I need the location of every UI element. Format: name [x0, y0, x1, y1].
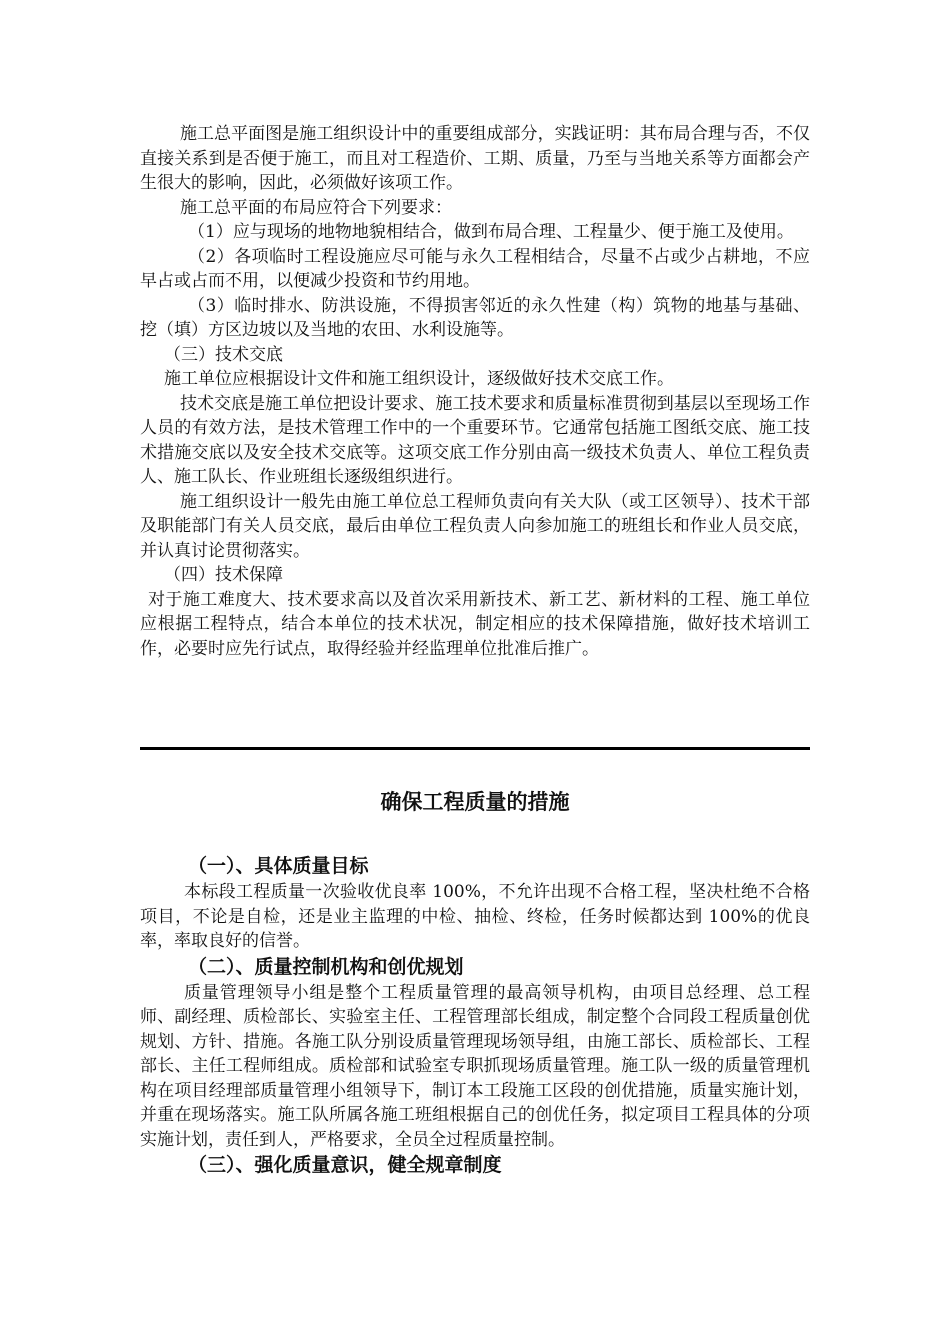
paragraph-technical-guarantee: 对于施工难度大、技术要求高以及首次采用新技术、新工艺、新材料的工程、施工单位应根据工程特点，结合本单位的技术状况，制定相应的技术保障措施，做好技术培训工作，必要时应先行试点，取得经验并经监理单位批准后推广。: [140, 589, 810, 659]
section-divider: [140, 747, 810, 750]
paragraph-disclosure-method: 技术交底是施工单位把设计要求、施工技术要求和质量标准贯彻到基层以至现场工作人员的有效方法，是技术管理工作中的一个重要环节。它通常包括施工图纸交底、施工技术措施交底以及安全技术交底等。这项交底工作分别由高一级技术负责人、单位工程负责人、施工队长、作业班组长逐级组织进行。: [140, 393, 810, 487]
paragraph-site-plan-importance: 施工总平面图是施工组织设计中的重要组成部分，实践证明：其布局合理与否，不仅直接关系到是否便于施工，而且对工程造价、工期、质量，乃至与当地关系等方面都会产生很大的影响，因此，必须做好该项工作。: [140, 124, 810, 193]
heading-quality-goal: （一）、具体质量目标: [188, 855, 369, 877]
paragraph-disclosure-process: 施工组织设计一般先由施工单位总工程师负责向有关大队（或工区领导）、技术干部及职能部门有关人员交底，最后由单位工程负责人向参加施工的班组长和作业人员交底，并认真讨论贯彻落实。: [140, 491, 810, 561]
heading-technical-disclosure: （三）技术交底: [164, 344, 283, 365]
quality-measures-block: [140, 853, 810, 1179]
paragraph-quality-control: 质量管理领导小组是整个工程质量管理的最高领导机构，由项目总经理、总工程师、副经理、质检部长、实验室主任、工程管理部长组成，制定整个合同段工程质量创优规划、方针、措施。各施工队分别设质量管理现场领导组，由施工部长、质检部长、工程部长、主任工程师组成。质检部和试验室专职抓现场质量管理。施工队一级的质量管理机构在项目经理部质量管理小组领导下，制订本工段施工区段的创优措施，质量实施计划，并重在现场落实。施工队所属各施工班组根据自己的创优任务，拟定项目工程具体的分项实施计划，责任到人，严格要求，全员全过程质量控制。: [140, 982, 810, 1150]
heading-technical-guarantee: （四）技术保障: [164, 565, 283, 585]
paragraph-layout-requirements: 施工总平面的布局应符合下列要求：: [180, 197, 452, 218]
paragraph-disclosure-intro: 施工单位应根据设计文件和施工组织设计，逐级做好技术交底工作。: [164, 369, 674, 389]
list-item-2: （2）各项临时工程设施应尽可能与永久工程相结合，尽量不占或少占耕地，不应早占或占而不用，以便减少投资和节约用地。: [140, 246, 810, 291]
paragraph-quality-goal: 本标段工程质量一次验收优良率 100%，不允许出现不合格工程，坚决杜绝不合格项目，不论是自检，还是业主监理的中检、抽检、终检，任务时候都达到 100%的优良率，率取良好的信誉。: [140, 882, 810, 951]
section-title: 确保工程质量的措施: [380, 790, 570, 814]
heading-quality-control: （二）、质量控制机构和创优规划: [188, 955, 464, 978]
upper-text-block: [140, 122, 810, 661]
list-item-3: （3）临时排水、防洪设施，不得损害邻近的永久性建（构）筑物的地基与基础、挖（填）方区边坡以及当地的农田、水利设施等。: [140, 295, 810, 340]
list-item-1: （1）应与现场的地物地貌相结合，做到布局合理、工程量少、便于施工及使用。: [188, 222, 794, 242]
heading-quality-awareness: （三）、强化质量意识，健全规章制度: [188, 1154, 502, 1176]
